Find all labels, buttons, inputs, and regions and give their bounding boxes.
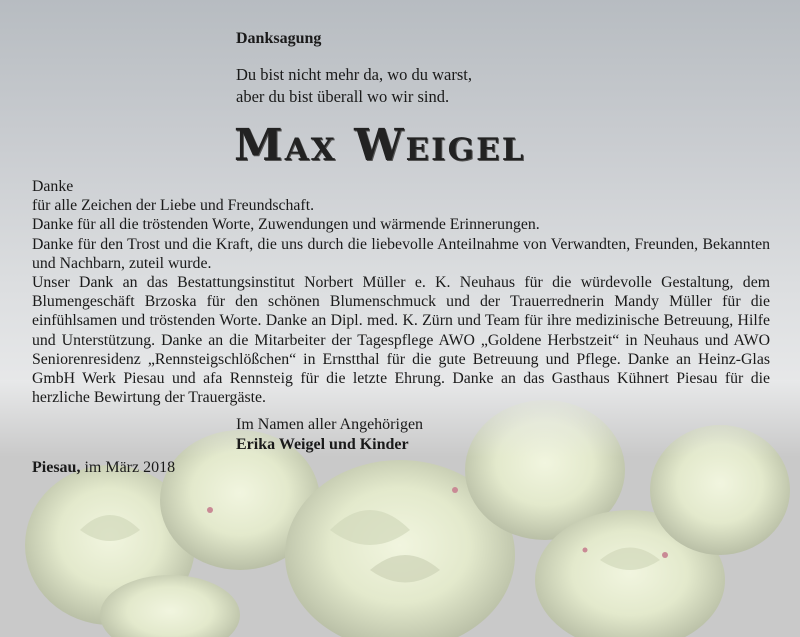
body-line: für alle Zeichen der Liebe und Freundschaft. [32, 197, 315, 215]
signature-line: Im Namen aller Angehörigen [236, 416, 424, 433]
body-line: Danke [32, 178, 74, 195]
verse-line: aber du bist überall wo wir sind. [236, 87, 450, 106]
date: im März 2018 [80, 459, 176, 476]
heading-danksagung: Danksagung [236, 30, 322, 47]
body-paragraph: Danke für den Trost und die Kraft, die uns durch die liebevolle Anteilnahme von Verwandten, Freunden, Bekannten und Nachbarn, zuteil wurde. [32, 235, 770, 272]
signature-names: Erika Weigel und Kinder [236, 436, 409, 453]
verse-line: Du bist nicht mehr da, wo du warst, [236, 65, 473, 84]
body-text [32, 177, 770, 407]
deceased-name: Max Weigel [234, 120, 526, 171]
body-paragraph: Unser Dank an das Bestattungsinstitut Norbert Müller e. K. Neuhaus für die würdevolle Gestaltung, dem Blumengeschäft Brzoska für den schönen Blumenschmuck und der Trauerrednerin Mandy Müller für die einfühlsamen und tröstenden Worte. Danke an Dipl. med. K. Zürn und Team für ihre medizinische Betreuung, Hilfe und Unterstützung. Danke an die Mitarbeiter der Tagespflege AWO „Goldene Herbstzeit“ in Neuhaus und AWO Seniorenresidenz „Rennsteigschlößchen“ in Ernstthal für die gute Betreuung und Pflege. Danke an Heinz-Glas GmbH Werk Piesau und afa Rennsteig für die letzte Ehrung. Danke an das Gasthaus Kühnert Piesau für die herzliche Bewirtung der Trauergäste. [32, 274, 770, 407]
signature [236, 415, 423, 455]
body-line: Danke für all die tröstenden Worte, Zuwendungen und wärmende Erinnerungen. [32, 216, 540, 234]
verse [236, 64, 472, 108]
place-town: Piesau, [32, 459, 81, 476]
place-date [32, 459, 175, 477]
